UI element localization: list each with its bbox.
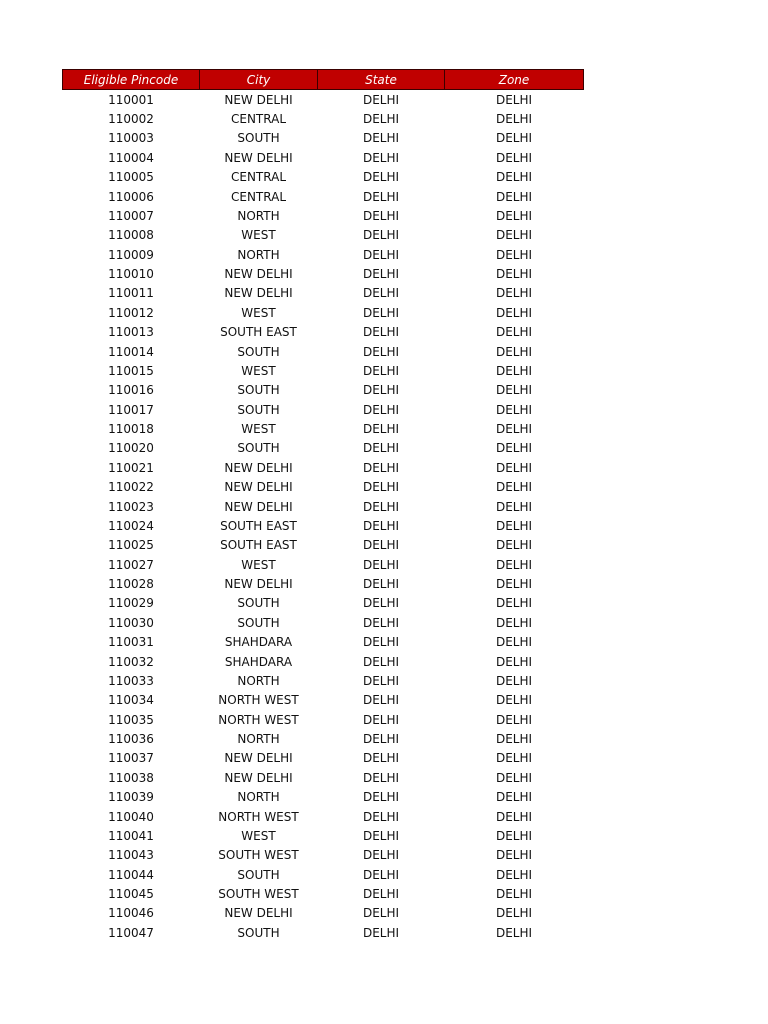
table-row [63, 594, 584, 613]
cell-state: DELHI [362, 460, 400, 475]
cell-pincode: 110003 [108, 131, 154, 146]
cell-city: SOUTH [237, 925, 280, 940]
cell-state: DELHI [362, 809, 400, 824]
cell-state: DELHI [362, 925, 400, 940]
cell-pincode: 110046 [108, 906, 154, 921]
header-state: State [318, 70, 445, 90]
cell-zone: DELHI [495, 480, 533, 495]
table-row [63, 264, 584, 283]
cell-zone: DELHI [495, 867, 533, 882]
table-row [63, 323, 584, 342]
cell-state: DELHI [362, 673, 400, 688]
cell-pincode: 110045 [108, 887, 154, 902]
cell-city: SHAHDARA [224, 654, 293, 669]
table-row [63, 613, 584, 632]
cell-state: DELHI [362, 170, 400, 185]
cell-pincode: 110034 [108, 693, 154, 708]
cell-state: DELHI [362, 732, 400, 747]
cell-city: NORTH WEST [218, 693, 299, 708]
pincode-table [62, 69, 584, 943]
table-row [63, 536, 584, 555]
cell-state: DELHI [362, 402, 400, 417]
cell-city: SHAHDARA [224, 635, 293, 650]
cell-zone: DELHI [495, 635, 533, 650]
table-row [63, 671, 584, 690]
cell-pincode: 110011 [108, 286, 154, 301]
cell-zone: DELHI [495, 809, 533, 824]
cell-city: SOUTH WEST [218, 848, 299, 863]
cell-state: DELHI [362, 441, 400, 456]
table-row [63, 245, 584, 264]
table-row [63, 342, 584, 361]
cell-zone: DELHI [495, 170, 533, 185]
cell-city: NEW DELHI [224, 751, 293, 766]
cell-pincode: 110020 [108, 441, 154, 456]
cell-zone: DELHI [495, 286, 533, 301]
cell-pincode: 110007 [108, 208, 154, 223]
header-row [63, 70, 584, 90]
cell-zone: DELHI [495, 112, 533, 127]
cell-zone: DELHI [495, 693, 533, 708]
cell-zone: DELHI [495, 654, 533, 669]
cell-state: DELHI [362, 131, 400, 146]
cell-zone: DELHI [495, 247, 533, 262]
cell-state: DELHI [362, 208, 400, 223]
table-row [63, 400, 584, 419]
cell-pincode: 110039 [108, 790, 154, 805]
cell-city: SOUTH [237, 344, 280, 359]
cell-zone: DELHI [495, 887, 533, 902]
table-row [63, 691, 584, 710]
cell-state: DELHI [362, 887, 400, 902]
table-row [63, 458, 584, 477]
cell-pincode: 110004 [108, 150, 154, 165]
table-row [63, 206, 584, 225]
cell-state: DELHI [362, 228, 400, 243]
cell-state: DELHI [362, 751, 400, 766]
cell-pincode: 110037 [108, 751, 154, 766]
cell-state: DELHI [362, 867, 400, 882]
cell-pincode: 110023 [108, 499, 154, 514]
cell-zone: DELHI [495, 596, 533, 611]
cell-zone: DELHI [495, 518, 533, 533]
cell-zone: DELHI [495, 499, 533, 514]
cell-zone: DELHI [495, 615, 533, 630]
cell-pincode: 110041 [108, 828, 154, 843]
cell-city: NORTH WEST [218, 712, 299, 727]
cell-zone: DELHI [495, 305, 533, 320]
cell-pincode: 110006 [108, 189, 154, 204]
cell-pincode: 110002 [108, 112, 154, 127]
cell-zone: DELHI [495, 770, 533, 785]
table-row [63, 846, 584, 865]
table-row [63, 749, 584, 768]
cell-zone: DELHI [495, 228, 533, 243]
cell-city: NORTH [237, 790, 280, 805]
cell-pincode: 110030 [108, 615, 154, 630]
cell-state: DELHI [362, 267, 400, 282]
cell-zone: DELHI [495, 150, 533, 165]
cell-zone: DELHI [495, 751, 533, 766]
cell-state: DELHI [362, 828, 400, 843]
cell-city: NORTH WEST [218, 809, 299, 824]
cell-zone: DELHI [495, 538, 533, 553]
cell-city: NEW DELHI [224, 577, 293, 592]
cell-pincode: 110033 [108, 673, 154, 688]
cell-city: SOUTH [237, 402, 280, 417]
cell-state: DELHI [362, 286, 400, 301]
cell-city: SOUTH [237, 596, 280, 611]
table-row [63, 652, 584, 671]
cell-state: DELHI [362, 383, 400, 398]
table-row [63, 109, 584, 128]
cell-city: NEW DELHI [224, 499, 293, 514]
cell-state: DELHI [362, 577, 400, 592]
cell-zone: DELHI [495, 92, 533, 107]
table-row [63, 168, 584, 187]
cell-state: DELHI [362, 112, 400, 127]
cell-zone: DELHI [495, 131, 533, 146]
cell-zone: DELHI [495, 189, 533, 204]
cell-pincode: 110032 [108, 654, 154, 669]
cell-pincode: 110038 [108, 770, 154, 785]
cell-zone: DELHI [495, 422, 533, 437]
cell-city: WEST [241, 828, 276, 843]
header-eligible-pincode: Eligible Pincode [63, 70, 200, 90]
cell-pincode: 110018 [108, 422, 154, 437]
cell-pincode: 110040 [108, 809, 154, 824]
table-row [63, 439, 584, 458]
table-row [63, 226, 584, 245]
cell-zone: DELHI [495, 828, 533, 843]
cell-state: DELHI [362, 596, 400, 611]
cell-zone: DELHI [495, 344, 533, 359]
table-row [63, 555, 584, 574]
cell-state: DELHI [362, 557, 400, 572]
cell-state: DELHI [362, 712, 400, 727]
cell-zone: DELHI [495, 402, 533, 417]
table-row [63, 807, 584, 826]
cell-city: NEW DELHI [224, 150, 293, 165]
table-row [63, 419, 584, 438]
table-row [63, 729, 584, 748]
table-row [63, 788, 584, 807]
cell-zone: DELHI [495, 848, 533, 863]
table-row [63, 478, 584, 497]
table-row [63, 497, 584, 516]
cell-state: DELHI [362, 247, 400, 262]
cell-pincode: 110016 [108, 383, 154, 398]
table-row [63, 884, 584, 903]
cell-zone: DELHI [495, 906, 533, 921]
cell-pincode: 110008 [108, 228, 154, 243]
cell-state: DELHI [362, 635, 400, 650]
table-row [63, 826, 584, 845]
cell-state: DELHI [362, 325, 400, 340]
cell-city: NORTH [237, 673, 280, 688]
cell-pincode: 110017 [108, 402, 154, 417]
cell-zone: DELHI [495, 577, 533, 592]
cell-state: DELHI [362, 499, 400, 514]
pincode-sheet [62, 69, 584, 943]
table-row [63, 90, 584, 110]
cell-city: WEST [241, 228, 276, 243]
cell-pincode: 110009 [108, 247, 154, 262]
cell-city: WEST [241, 557, 276, 572]
cell-state: DELHI [362, 906, 400, 921]
table-row [63, 361, 584, 380]
cell-city: SOUTH WEST [218, 887, 299, 902]
cell-pincode: 110035 [108, 712, 154, 727]
cell-zone: DELHI [495, 673, 533, 688]
cell-city: CENTRAL [230, 189, 286, 204]
cell-city: SOUTH EAST [220, 518, 297, 533]
cell-city: NORTH [237, 247, 280, 262]
cell-pincode: 110031 [108, 635, 154, 650]
cell-state: DELHI [362, 480, 400, 495]
cell-state: DELHI [362, 615, 400, 630]
cell-zone: DELHI [495, 383, 533, 398]
table-row [63, 284, 584, 303]
cell-state: DELHI [362, 305, 400, 320]
cell-city: NEW DELHI [224, 480, 293, 495]
cell-state: DELHI [362, 770, 400, 785]
cell-city: WEST [241, 422, 276, 437]
cell-pincode: 110044 [108, 867, 154, 882]
cell-city: SOUTH EAST [220, 538, 297, 553]
cell-zone: DELHI [495, 732, 533, 747]
table-row [63, 148, 584, 167]
cell-city: CENTRAL [230, 112, 286, 127]
table-row [63, 923, 584, 942]
cell-zone: DELHI [495, 441, 533, 456]
cell-zone: DELHI [495, 363, 533, 378]
cell-pincode: 110043 [108, 848, 154, 863]
cell-state: DELHI [362, 189, 400, 204]
cell-city: NORTH [237, 208, 280, 223]
table-row [63, 865, 584, 884]
cell-city: SOUTH EAST [220, 325, 297, 340]
cell-state: DELHI [362, 518, 400, 533]
cell-city: SOUTH [237, 615, 280, 630]
cell-pincode: 110024 [108, 518, 154, 533]
cell-city: NEW DELHI [224, 267, 293, 282]
cell-city: NEW DELHI [224, 906, 293, 921]
cell-city: SOUTH [237, 131, 280, 146]
cell-city: SOUTH [237, 441, 280, 456]
cell-city: NORTH [237, 732, 280, 747]
cell-pincode: 110025 [108, 538, 154, 553]
cell-pincode: 110022 [108, 480, 154, 495]
cell-city: SOUTH [237, 867, 280, 882]
cell-city: NEW DELHI [224, 92, 293, 107]
cell-city: WEST [241, 363, 276, 378]
header-city: City [200, 70, 318, 90]
cell-pincode: 110005 [108, 170, 154, 185]
cell-state: DELHI [362, 693, 400, 708]
table-row [63, 516, 584, 535]
cell-pincode: 110036 [108, 732, 154, 747]
cell-city: WEST [241, 305, 276, 320]
cell-state: DELHI [362, 654, 400, 669]
table-row [63, 129, 584, 148]
table-row [63, 381, 584, 400]
cell-city: NEW DELHI [224, 460, 293, 475]
cell-pincode: 110027 [108, 557, 154, 572]
table-body [63, 90, 584, 943]
cell-zone: DELHI [495, 557, 533, 572]
cell-city: NEW DELHI [224, 770, 293, 785]
cell-pincode: 110014 [108, 344, 154, 359]
table-row [63, 768, 584, 787]
cell-pincode: 110001 [108, 92, 154, 107]
header-zone: Zone [445, 70, 584, 90]
table-row [63, 710, 584, 729]
cell-pincode: 110013 [108, 325, 154, 340]
cell-pincode: 110012 [108, 305, 154, 320]
cell-state: DELHI [362, 538, 400, 553]
cell-state: DELHI [362, 92, 400, 107]
table-row [63, 187, 584, 206]
table-row [63, 574, 584, 593]
cell-pincode: 110029 [108, 596, 154, 611]
cell-city: NEW DELHI [224, 286, 293, 301]
cell-zone: DELHI [495, 712, 533, 727]
cell-state: DELHI [362, 363, 400, 378]
cell-state: DELHI [362, 344, 400, 359]
table-row [63, 633, 584, 652]
cell-state: DELHI [362, 150, 400, 165]
cell-state: DELHI [362, 848, 400, 863]
cell-pincode: 110021 [108, 460, 154, 475]
table-row [63, 904, 584, 923]
cell-state: DELHI [362, 790, 400, 805]
table-row [63, 303, 584, 322]
cell-pincode: 110047 [108, 925, 154, 940]
cell-zone: DELHI [495, 790, 533, 805]
cell-zone: DELHI [495, 325, 533, 340]
cell-city: SOUTH [237, 383, 280, 398]
cell-city: CENTRAL [230, 170, 286, 185]
cell-pincode: 110010 [108, 267, 154, 282]
cell-state: DELHI [362, 422, 400, 437]
cell-zone: DELHI [495, 925, 533, 940]
cell-pincode: 110028 [108, 577, 154, 592]
cell-zone: DELHI [495, 460, 533, 475]
cell-pincode: 110015 [108, 363, 154, 378]
cell-zone: DELHI [495, 208, 533, 223]
cell-zone: DELHI [495, 267, 533, 282]
